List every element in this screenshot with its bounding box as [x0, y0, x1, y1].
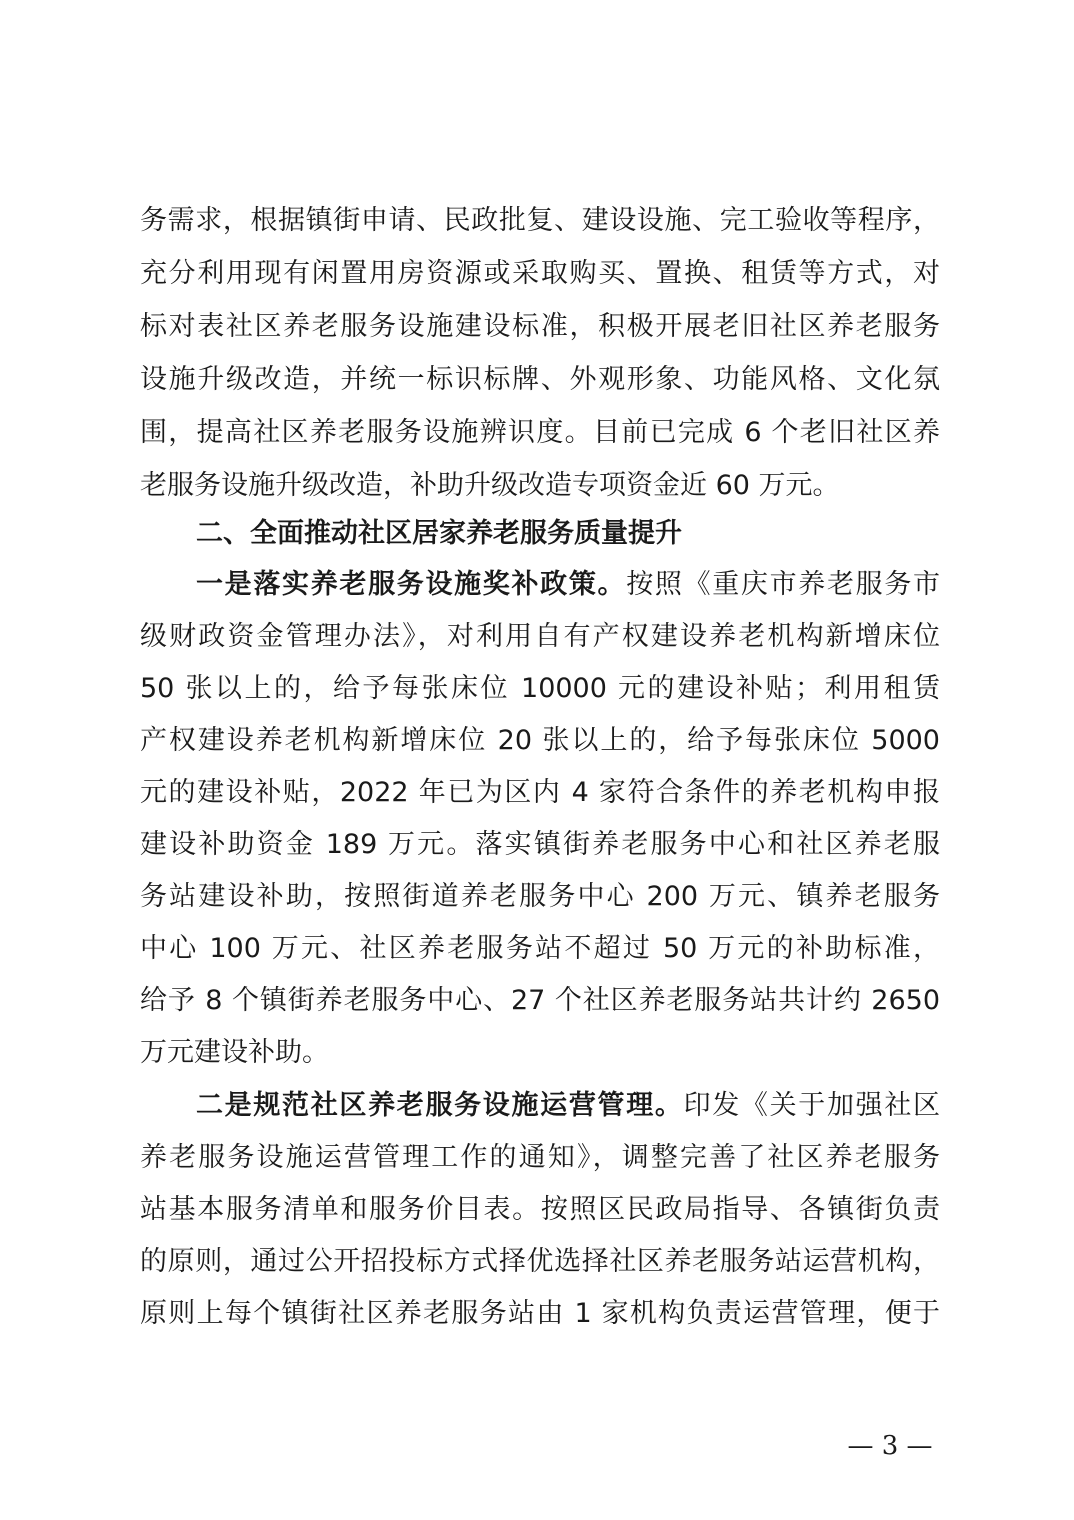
intro-line: 围，提高社区养老服务设施辨识度。目前已完成 6 个老旧社区养: [140, 417, 940, 448]
paragraph-line: 产权建设养老机构新增床位 20 张以上的，给予每张床位 5000: [140, 725, 940, 756]
paragraph-line: 原则上每个镇街社区养老服务站由 1 家机构负责运营管理，便于: [140, 1298, 940, 1329]
paragraph-line: 元的建设补贴，2022 年已为区内 4 家符合条件的养老机构申报: [140, 777, 940, 808]
paragraph-first-line: [196, 1080, 940, 1132]
paragraph-line: 万元建设补助。: [140, 1037, 329, 1068]
paragraph-line: 养老服务设施运营管理工作的通知》，调整完善了社区养老服务: [140, 1142, 940, 1173]
paragraph-line: 站基本服务清单和服务价目表。按照区民政局指导、各镇街负责: [140, 1194, 940, 1225]
paragraph-line: 务站建设补助，按照街道养老服务中心 200 万元、镇养老服务: [140, 881, 940, 912]
intro-line: 充分利用现有闲置用房资源或采取购买、置换、租赁等方式，对: [140, 258, 940, 289]
page-number: — 3 —: [847, 1431, 933, 1461]
paragraph-text: 按照《重庆市养老服务市: [626, 569, 941, 600]
paragraph-line: 建设补助资金 189 万元。落实镇街养老服务中心和社区养老服: [140, 829, 940, 860]
paragraph-line: 中心 100 万元、社区养老服务站不超过 50 万元的补助标准，: [140, 933, 940, 964]
paragraph-first-line: [196, 559, 940, 611]
intro-line: 老服务设施升级改造，补助升级改造专项资金近 60 万元。: [140, 470, 840, 501]
section-heading: 二、全面推动社区居家养老服务质量提升: [196, 518, 682, 549]
paragraph-line: 给予 8 个镇街养老服务中心、27 个社区养老服务站共计约 2650: [140, 985, 940, 1016]
paragraph-line: 50 张以上的，给予每张床位 10000 元的建设补贴；利用租赁: [140, 673, 940, 704]
intro-line: 务需求，根据镇街申请、民政批复、建设设施、完工验收等程序，: [140, 205, 940, 236]
paragraph-line: 级财政资金管理办法》，对利用自有产权建设养老机构新增床位: [140, 621, 940, 652]
paragraph-lead: 一是落实养老服务设施奖补政策。: [196, 569, 627, 600]
paragraph-line: 的原则，通过公开招投标方式择优选择社区养老服务站运营机构，: [140, 1246, 940, 1277]
intro-line: 设施升级改造，并统一标识标牌、外观形象、功能风格、文化氛: [140, 364, 940, 395]
intro-line: 标对表社区养老服务设施建设标准，积极开展老旧社区养老服务: [140, 311, 940, 342]
paragraph-text: 印发《关于加强社区: [683, 1090, 941, 1121]
paragraph-lead: 二是规范社区养老服务设施运营管理。: [196, 1090, 684, 1121]
